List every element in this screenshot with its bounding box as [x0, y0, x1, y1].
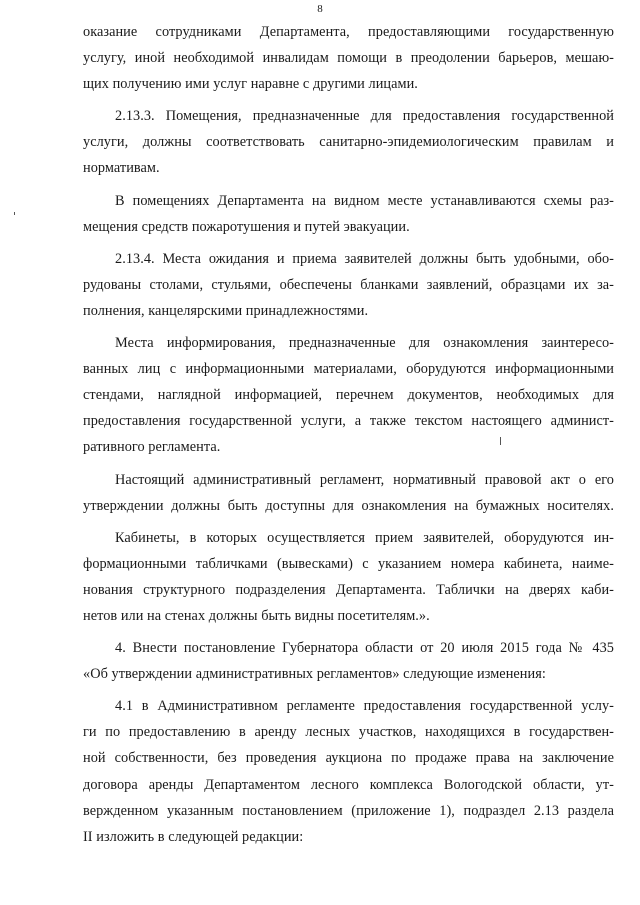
text-line: услугу, иной необходимой инвалидам помощи в преодолении барьеров, мешаю-: [83, 50, 614, 67]
paragraph-2-13-4: [83, 246, 614, 324]
text-line: договора аренды Департаментом лесного комплекса Вологодской области, ут-: [83, 776, 614, 793]
text-line: 2.13.3. Помещения, предназначенные для предоставления государственной: [115, 108, 614, 125]
text-line: В помещениях Департамента на видном месте устанавливаются схемы раз-: [115, 192, 614, 209]
text-line: мещения средств пожаротушения и путей эвакуации.: [83, 218, 410, 235]
text-line: Кабинеты, в которых осуществляется прием заявителей, оборудуются ин-: [115, 529, 614, 546]
text-line: ной собственности, без проведения аукциона по продаже права на заключение: [83, 750, 614, 767]
text-line: полнения, канцелярскими принадлежностями.: [83, 302, 369, 319]
text-line: нормативам.: [83, 160, 160, 177]
paragraph-2-13-3: [83, 103, 614, 181]
text-line: «Об утверждении административных регламентов» следующие изменения:: [83, 666, 546, 683]
text-line: ги по предоставлению в аренду лесных участков, находящихся в государствен-: [83, 724, 614, 741]
paragraph-offices: [83, 525, 614, 629]
text-line: услуги, должны соответствовать санитарно-эпидемиологическим правилам и: [83, 134, 614, 151]
text-line: стендами, наглядной информацией, перечнем документов, необходимых для: [83, 387, 614, 404]
text-line: нетов или на стенах должны быть видны посетителям.».: [83, 607, 430, 624]
paragraph-item-4: [83, 635, 614, 687]
paragraph-item-4-1: [83, 693, 614, 850]
page-number: 8: [317, 3, 323, 15]
text-line: Настоящий административный регламент, нормативный правовой акт о его: [115, 471, 614, 488]
text-line: утверждении должны быть доступны для ознакомления на бумажных носителях.: [83, 497, 614, 514]
text-line: оказание сотрудниками Департамента, предоставляющими государственную: [83, 24, 614, 40]
paragraph-fire-safety: [83, 188, 614, 240]
text-line: 4. Внести постановление Губернатора области от 20 июля 2015 года № 435: [115, 640, 614, 657]
text-line: Места информирования, предназначенные для ознакомления заинтересо-: [115, 335, 614, 352]
scan-artifact: [14, 212, 15, 215]
text-line: предоставления государственной услуги, а также текстом настоящего админист-: [83, 413, 614, 430]
paragraph-information-places: [83, 330, 614, 460]
text-line: формационными табличками (вывесками) с указанием номера кабинета, наиме-: [83, 555, 614, 572]
text-line: нования структурного подразделения Департамента. Таблички на дверях каби-: [83, 581, 614, 598]
text-line: ванных лиц с информационными материалами, оборудуются информационными: [83, 361, 614, 378]
text-line: щих получению ими услуг наравне с другими лицами.: [83, 76, 418, 93]
paragraph-continuation: [83, 19, 614, 97]
text-line: рудованы столами, стульями, обеспечены бланками заявлений, образцами их за-: [83, 276, 614, 293]
document-body: [83, 19, 614, 850]
text-line: вержденном указанным постановлением (приложение 1), подраздел 2.13 раздела: [83, 802, 614, 819]
text-line: ративного регламента.: [83, 439, 221, 456]
text-line: II изложить в следующей редакции:: [83, 828, 304, 845]
paragraph-regulation-access: [83, 467, 614, 519]
scan-artifact: [500, 437, 501, 445]
text-line: 2.13.4. Места ожидания и приема заявителей должны быть удобными, обо-: [115, 250, 614, 267]
text-line: 4.1 в Административном регламенте предоставления государственной услу-: [115, 698, 614, 715]
